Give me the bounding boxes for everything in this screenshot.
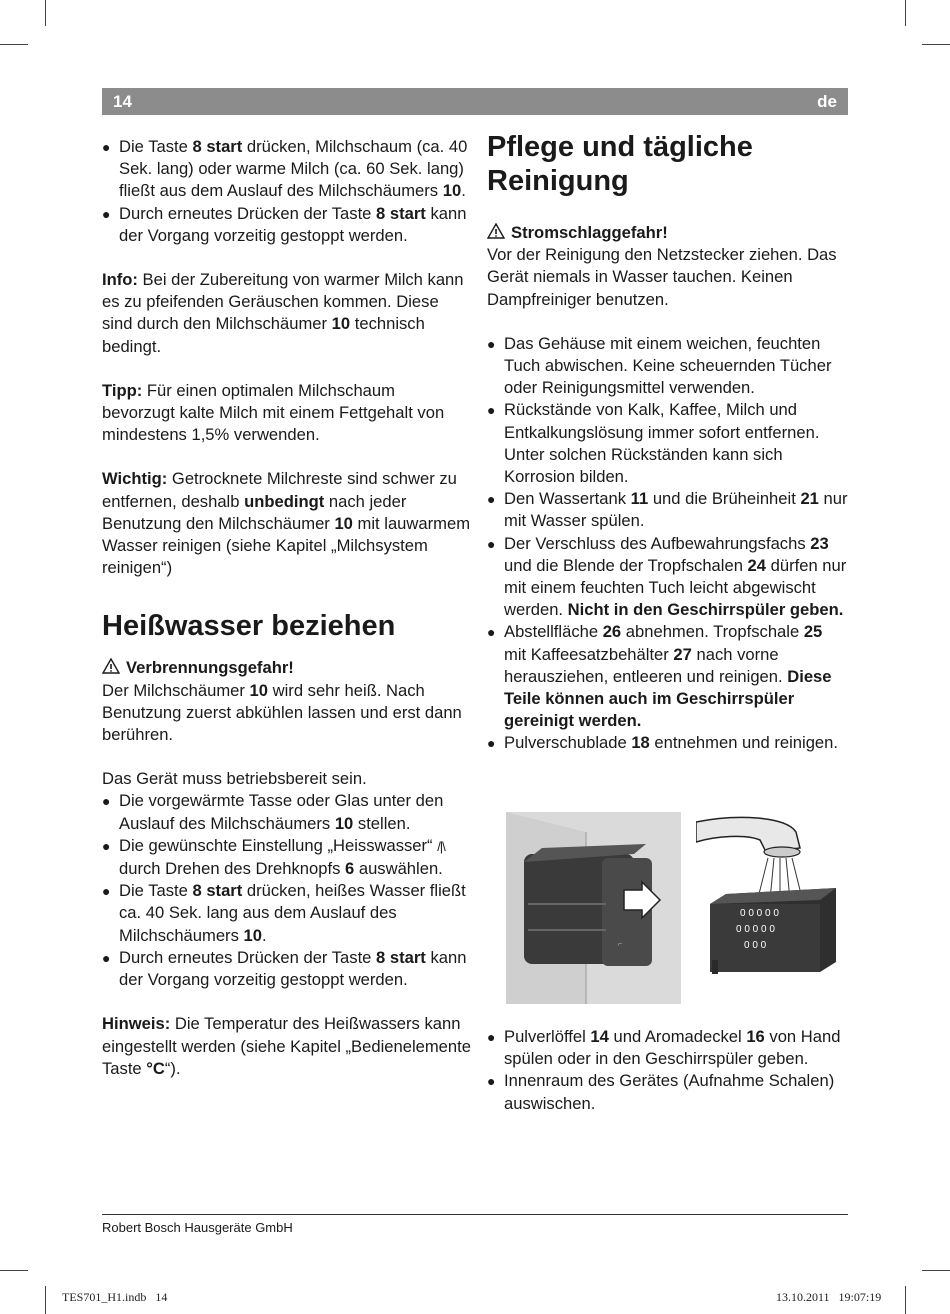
crop-mark: [905, 0, 906, 26]
shock-warning-text: Vor der Reinigung den Netzstecker ziehen. Das Gerät niemals in Wasser tauchen. Keinen Dampfreiniger benutzen.: [487, 245, 837, 309]
list-item: ● Die gewünschte Einstellung „Heisswasser“ /|\ durch Drehen des Drehknopfs 6 auswählen.: [102, 835, 472, 880]
burn-warning: Verbrennungsgefahr!: [102, 657, 472, 679]
burn-warning-text: Der Milchschäumer 10 wird sehr heiß. Nach Benutzung zuerst abkühlen lassen und erst dann berühren.: [102, 680, 462, 745]
list-item: ● Pulverschublade 18 entnehmen und reinigen.: [487, 732, 849, 754]
footer-divider: [102, 1214, 848, 1215]
section-heading: Pflege und tägliche Reinigung: [487, 131, 753, 197]
crop-mark: [922, 1270, 950, 1271]
section-heading: Heißwasser beziehen: [102, 610, 396, 643]
list-item: ● Durch erneutes Drücken der Taste 8 start kann der Vorgang vorzeitig gestoppt werden.: [102, 203, 472, 247]
ready-text: Das Gerät muss betriebsbereit sein.: [102, 769, 367, 789]
drawer-removal-illustration: [506, 812, 681, 1004]
tip-note: Tipp: Für einen optimalen Milchschaum bevorzugt kalte Milch mit einem Fettgehalt von mindestens 1,5% verwenden.: [102, 380, 445, 445]
crop-mark: [0, 1270, 28, 1271]
cleaning-steps-continued: [487, 1026, 849, 1115]
list-item: ● Den Wassertank 11 und die Brüheinheit 21 nur mit Wasser spülen.: [487, 488, 849, 532]
crop-mark: [905, 1286, 906, 1314]
hint-note: Hinweis: Die Temperatur des Heißwassers kann eingestellt werden (siehe Kapitel „Bedienelemente Taste °C“).: [102, 1014, 471, 1078]
right-column-bottom: [487, 1026, 849, 1115]
list-item: ● Innenraum des Gerätes (Aufnahme Schalen) auswischen.: [487, 1070, 849, 1114]
right-column: [487, 130, 849, 755]
list-item: ● Durch erneutes Drücken der Taste 8 start kann der Vorgang vorzeitig gestoppt werden.: [102, 947, 472, 991]
warning-icon: [487, 223, 505, 239]
crop-mark: [45, 1286, 46, 1314]
drawer-illustration-svg: [506, 812, 681, 1004]
list-item: ● Abstellfläche 26 abnehmen. Tropfschale 25 mit Kaffeesatzbehälter 27 nach vorne herausziehen, entleeren und reinigen. Diese Teile können auch im Geschirrspüler gereinigt werden.: [487, 621, 849, 732]
milk-foam-steps: [102, 136, 472, 247]
warning-icon: [102, 658, 120, 674]
crop-mark: [0, 44, 28, 45]
page-number: 14: [113, 92, 132, 111]
list-item: ● Der Verschluss des Aufbewahrungsfachs 23 und die Blende der Tropfschalen 24 dürfen nur mit einem feuchten Tuch leicht abgewischt werden. Nicht in den Geschirrspüler geben.: [487, 533, 849, 622]
list-item: ● Die vorgewärmte Tasse oder Glas unter den Auslauf des Milchschäumers 10 stellen.: [102, 790, 472, 834]
crop-mark: [45, 0, 46, 26]
drawer-rinsing-illustration: [696, 812, 842, 1004]
list-item: ● Das Gehäuse mit einem weichen, feuchten Tuch abwischen. Keine scheuernden Tücher oder Reinigungsmittel verwenden.: [487, 333, 849, 400]
crop-mark: [922, 44, 950, 45]
shock-warning: Stromschlaggefahr!: [487, 222, 849, 244]
svg-text:0 0 0 0 0: 0 0 0 0 0: [740, 908, 779, 919]
page-header: [102, 88, 848, 115]
svg-text:0 0 0 0 0: 0 0 0 0 0: [736, 924, 775, 935]
footer-company: Robert Bosch Hausgeräte GmbH: [102, 1220, 293, 1235]
svg-text:⌐: ⌐: [618, 941, 623, 948]
print-slug-file: TES701_H1.indb 14: [62, 1290, 168, 1304]
svg-text:0 0 0: 0 0 0: [744, 940, 767, 951]
print-slug-date: 13.10.2011 19:07:19: [776, 1290, 882, 1304]
list-item: ● Pulverlöffel 14 und Aromadeckel 16 von Hand spülen oder in den Geschirrspüler geben.: [487, 1026, 849, 1070]
left-column: [102, 136, 472, 1080]
language-tag: de: [817, 92, 837, 111]
hot-water-steps: [102, 790, 472, 991]
important-note: Wichtig: Getrocknete Milchreste sind schwer zu entfernen, deshalb unbedingt nach jeder Benutzung den Milchschäumer 10 mit lauwarmem Wasser reinigen (siehe Kapitel „Milchsystem reinigen“): [102, 469, 471, 578]
rinsing-illustration-svg: [696, 812, 842, 1004]
list-item: ● Die Taste 8 start drücken, Milchschaum (ca. 40 Sek. lang) oder warme Milch (ca. 60 Sek. lang) fließt aus dem Auslauf des Milchschäumers 10.: [102, 136, 472, 203]
list-item: ● Die Taste 8 start drücken, heißes Wasser fließt ca. 40 Sek. lang aus dem Auslauf des Milchschäumers 10.: [102, 880, 472, 947]
list-item: ● Rückstände von Kalk, Kaffee, Milch und Entkalkungslösung immer sofort entfernen. Unter solchen Rückständen kann sich Korrosion bilden.: [487, 399, 849, 488]
hot-water-icon: /|\: [437, 838, 445, 854]
cleaning-steps: [487, 333, 849, 755]
info-note: Info: Bei der Zubereitung von warmer Milch kann es zu pfeifenden Geräuschen kommen. Diese sind durch den Milchschäumer 10 technisch bedingt.: [102, 270, 464, 356]
